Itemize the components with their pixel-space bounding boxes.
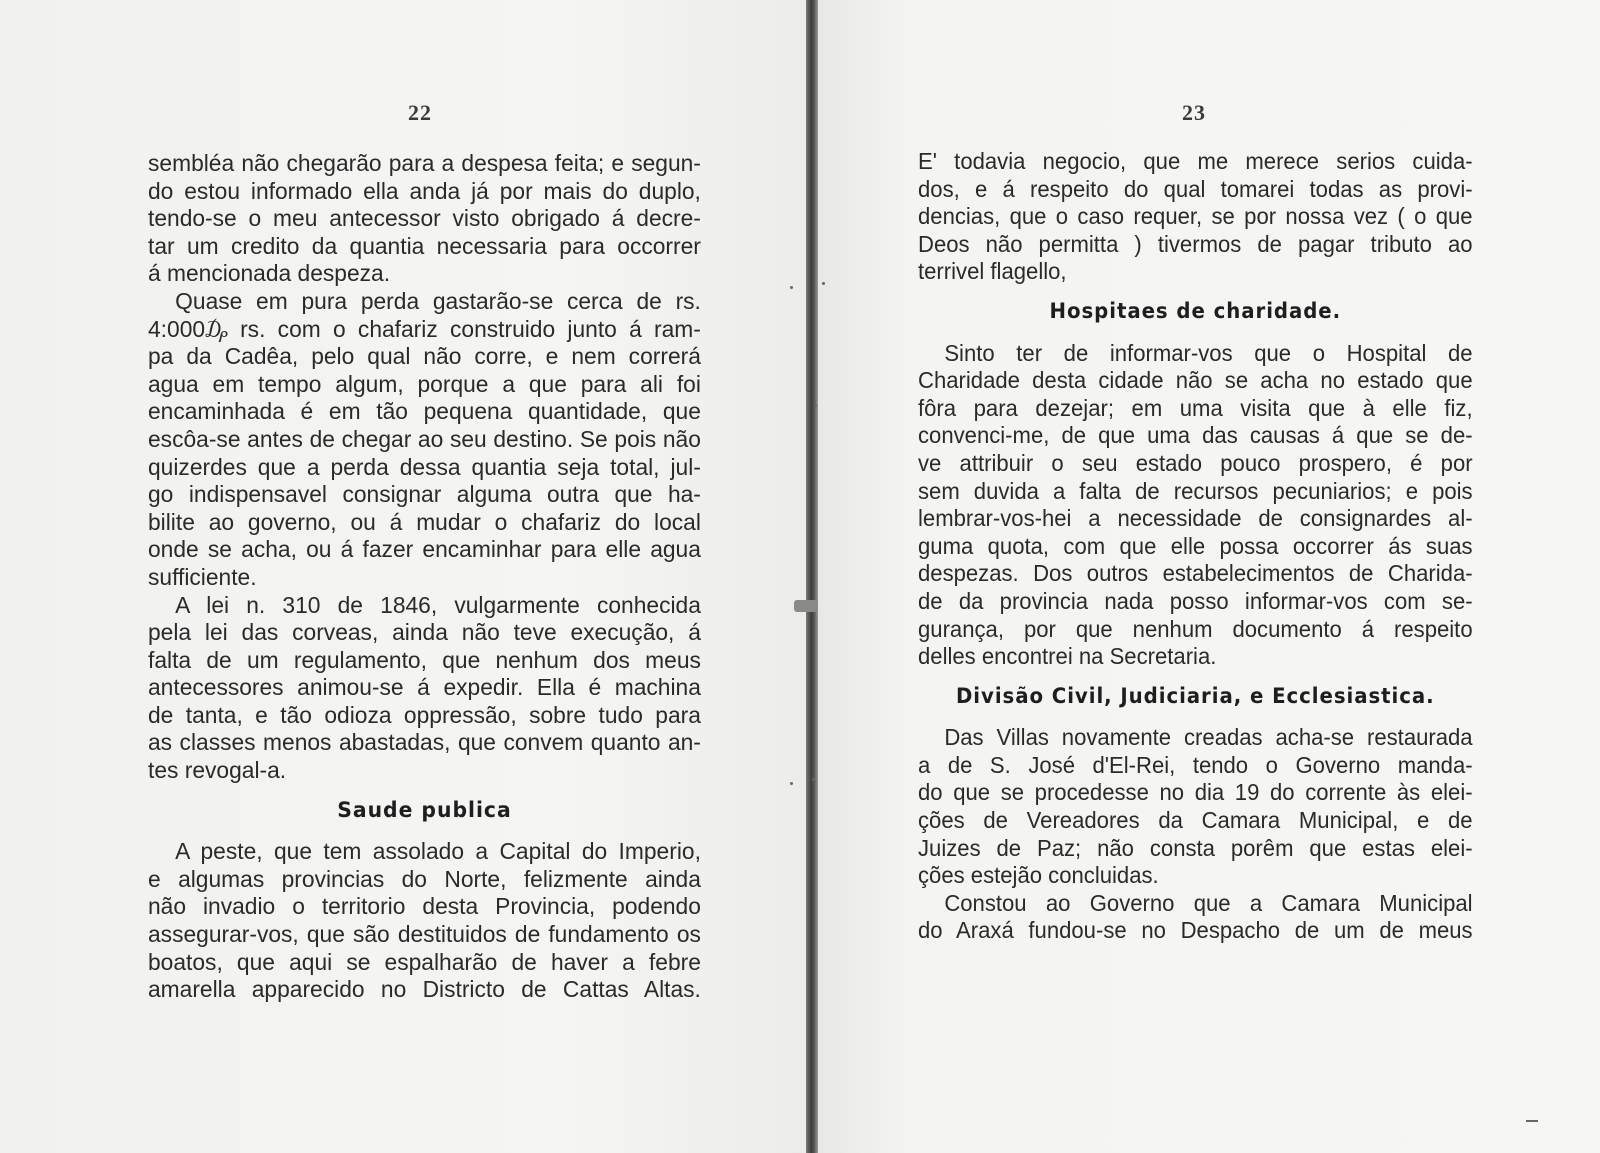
section-heading-saude-publica: Saude publica	[337, 797, 512, 822]
text-line: sem duvida a falta de recursos pecuniarios; e pois	[918, 477, 1473, 504]
text-line: Charidade desta cidade não se acha no estado que	[918, 367, 1473, 394]
text-line: delles encontrei na Secretaria.	[918, 643, 1217, 670]
text-line: pa da Cadêa, pelo qual não corre, e nem correrá	[148, 343, 701, 370]
speck	[822, 282, 825, 285]
text-line: antecessores animou-se á expedir. Ella é machina	[148, 674, 701, 701]
text-line: quizerdes que a perda dessa quantia seja total, jul-	[148, 453, 701, 480]
text-line: convenci-me, de que uma das causas á que se de-	[918, 422, 1473, 449]
text-line: gurança, por que nenhum documento á respeito	[918, 615, 1473, 642]
text-line: A peste, que tem assolado a Capital do Imperio,	[175, 838, 701, 865]
text-line: de tanta, e tão odioza oppressão, sobre tudo para	[148, 701, 701, 728]
text-line: de da provincia nada posso informar-vos com se-	[918, 587, 1473, 614]
text-line: escôa-se antes de chegar ao seu destino. Se pois não	[148, 425, 701, 452]
text-line: do estou informado ella anda já por mais do duplo,	[148, 177, 701, 204]
text-line: sembléa não chegarão para a despesa feita; e segun-	[148, 150, 701, 176]
text-line: não invadio o territorio desta Provincia, podendo	[148, 893, 701, 920]
text-line: agua em tempo algum, porque a que para ali foi	[148, 370, 701, 397]
text-line: dencias, que o caso requer, se por nossa vez ( o que	[918, 203, 1473, 230]
text-line: a de S. José d'El-Rei, tendo o Governo manda-	[918, 751, 1473, 778]
text-line: fôra para dezejar; em uma visita que à elle fiz,	[918, 394, 1473, 421]
text-line: Quase em pura perda gastarão-se cerca de rs.	[175, 287, 701, 314]
left-page-text	[148, 150, 701, 1004]
text-line: Deos não permitta ) tivermos de pagar tributo ao	[918, 230, 1473, 257]
text-line: do que se procedesse no dia 19 do corrente às elei-	[918, 779, 1473, 806]
text-line: assegurar-vos, que são destituidos de fundamento os	[148, 921, 701, 948]
speck	[790, 286, 793, 289]
book-gutter	[806, 0, 818, 1153]
text-line: terrivel flagello,	[918, 258, 1067, 285]
text-line: Juizes de Paz; não consta porêm que estas elei-	[918, 834, 1473, 861]
text-line: tar um credito da quantia necessaria para occorrer	[148, 232, 701, 259]
speck	[1526, 1120, 1538, 1122]
text-line: lembrar-vos-hei a necessidade de consignardes al-	[918, 505, 1473, 532]
speck	[812, 778, 815, 781]
text-line: bilite ao governo, ou á mudar o chafariz do local	[148, 508, 701, 535]
right-page	[818, 0, 1600, 1153]
speck	[790, 782, 793, 785]
section-heading-hospitaes: Hospitaes de charidade.	[1049, 298, 1342, 323]
text-line: tendo-se o meu antecessor visto obrigado á decre-	[148, 205, 701, 232]
text-line: e algumas provincias do Norte, felizmente ainda	[148, 865, 701, 892]
text-line: A lei n. 310 de 1846, vulgarmente conhecida	[175, 591, 701, 618]
page-number-left: 22	[408, 100, 432, 125]
text-line: go indispensavel consignar alguma outra que ha-	[148, 481, 701, 508]
text-line: tes revogal-a.	[148, 757, 287, 784]
text-line: boatos, que aqui se espalharão de haver a febre	[148, 948, 701, 975]
text-line: á mencionada despeza.	[148, 260, 391, 287]
text-line: Sinto ter de informar-vos que o Hospital de	[944, 339, 1473, 366]
text-line: amarella apparecido no Districto de Cattas Altas.	[148, 976, 701, 1003]
text-line: do Araxá fundou-se no Despacho de um de meus	[918, 917, 1473, 944]
speck	[814, 404, 817, 407]
page-number-right: 23	[1182, 100, 1206, 125]
text-line: E' todavia negocio, que me merece serios cuida-	[918, 148, 1473, 174]
text-line: ções estejão concluidas.	[918, 862, 1159, 889]
text-line: Das Villas novamente creadas acha-se restaurada	[944, 724, 1473, 751]
right-page-text	[918, 148, 1473, 945]
text-line: as classes menos abastadas, que convem quanto an-	[148, 729, 701, 756]
text-line: ve attribuir o seu estado pouco prospero, é por	[918, 449, 1473, 476]
text-line: despezas. Dos outros estabelecimentos de Charida-	[918, 560, 1473, 587]
text-line: ções de Vereadores da Camara Municipal, e de	[918, 807, 1473, 834]
text-line: 4:000₯ rs. com o chafariz construido junto á ram-	[148, 315, 701, 342]
text-line: dos, e á respeito do qual tomarei todas as provi-	[918, 175, 1473, 202]
text-line: Constou ao Governo que a Camara Municipal	[944, 889, 1473, 916]
text-line: sufficiente.	[148, 563, 257, 590]
text-line: guma quota, com que elle possa occorrer ás suas	[918, 532, 1473, 559]
text-line: falta de um regulamento, que nenhum dos meus	[148, 646, 701, 673]
text-line: pela lei das corveas, ainda não teve execução, á	[148, 619, 701, 646]
text-line: encaminhada é em tão pequena quantidade, que	[148, 398, 701, 425]
section-heading-divisao: Divisão Civil, Judiciaria, e Ecclesiastica.	[955, 683, 1435, 708]
text-line: onde se acha, ou á fazer encaminhar para elle agua	[148, 536, 701, 563]
